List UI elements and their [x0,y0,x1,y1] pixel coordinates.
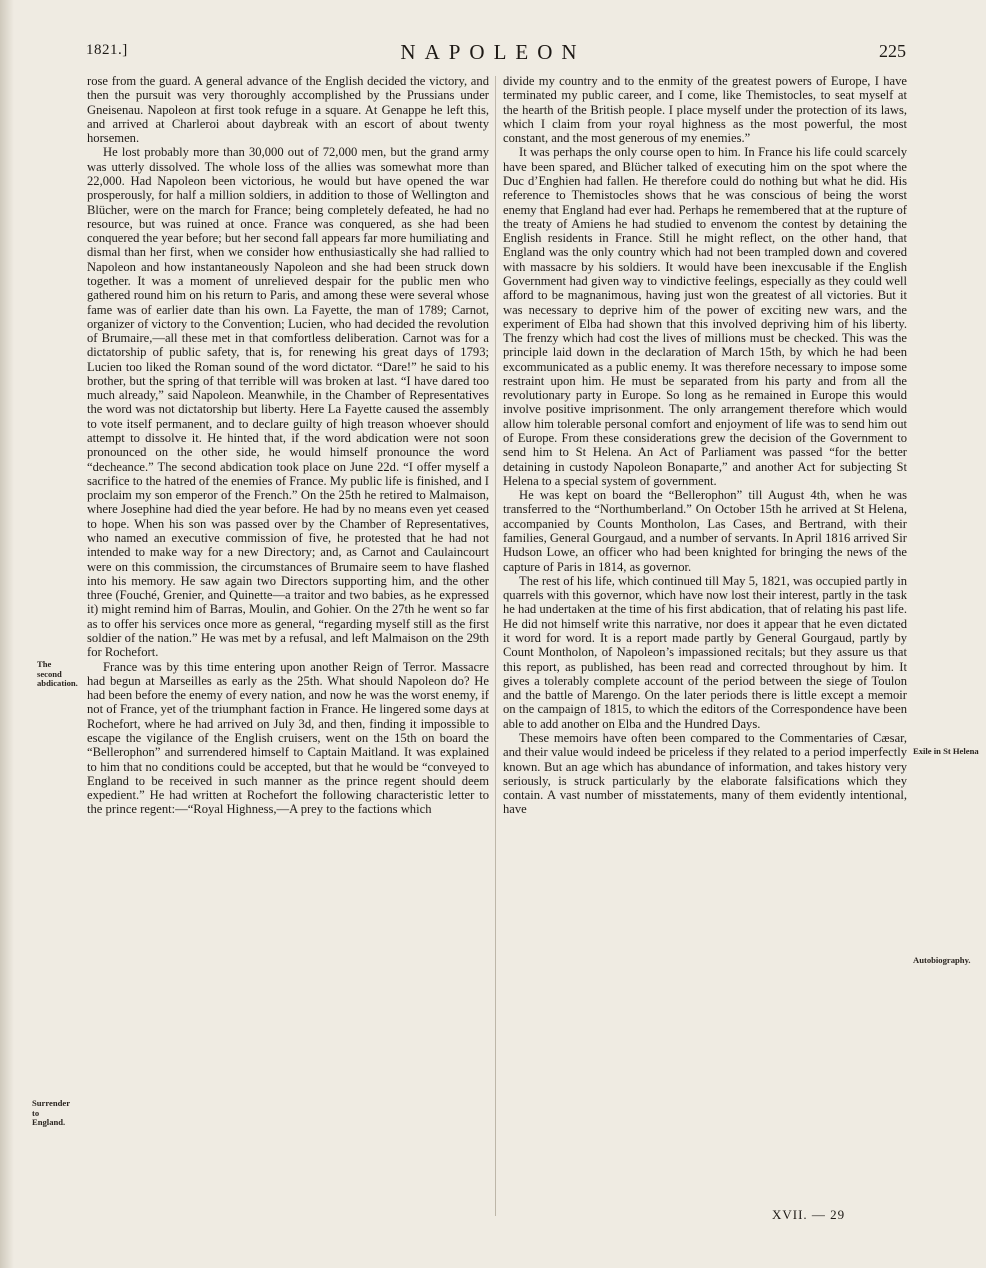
paragraph: He was kept on board the “Bellerophon” till August 4th, when he was transferred to the “Northumberland.” On October 15th he arrived at St Helena, accompanied by Counts Montholon, Las Cases, and Bertrand, with their families, General Gourgaud, and a number of servants. In April 1816 arrived Sir Hudson Lowe, an officer who had been knighted for bringing the news of the capture of Paris in 1814, as governor. [503,488,907,574]
margin-note-surrender: Surrender to England. [32,1098,70,1128]
paragraph: He lost probably more than 30,000 out of 72,000 men, but the grand army was utterly dissolved. The whole loss of the allies was somewhat more than 22,000. Had Napoleon been victorious, he would but have opened the war prosperously, for half a million soldiers, in addition to those of Wellington and Blücher, were on the march for France; being completely defeated, he had no resource, but was ruined at once. France was conquered, as she had been conquered the year before; but her second fall appears far more humiliating and dismal than her first, when we consider how enthusiastically she had rallied to Napoleon and how instantaneously Napoleon and she had been struck down together. It was a moment of unrelieved despair for the public men who gathered round him on his return to Paris, and among these were several whose fame was of earlier date than his own. La Fayette, the man of 1789; Carnot, organizer of victory to the Convention; Lucien, who had decided the revolution of Brumaire,—all these met in that comfortless deliberation. Carnot was for a dictatorship of public safety, that is, for renewing his great days of 1793; Lucien too liked the Roman sound of the word dictator. “Dare!” he said to his brother, but the spring of that terrible will was broken at last. “I have dared too much already,” said Napoleon. Meanwhile, in the Chamber of Representatives the word was not dictatorship but liberty. Here La Fayette caused the assembly to vote itself permanent, and to declare guilty of high treason whoever should attempt to dissolve it. He hinted that, if the word abdication were not soon pronounced on the other side, he would himself pronounce the word “decheance.” The second abdication took place on June 22d. “I offer myself a sacrifice to the hatred of the enemies of France. My public life is finished, and I proclaim my son emperor of the French.” On the 25th he retired to Malmaison, where Josephine had died the year before. He had by no means even yet ceased to hope. When his son was passed over by the Chamber of Representatives, who named an executive commission of five, he protested that he had not intended to make way for a new Directory; and, as Carnot and Caulaincourt were on this commission, the circumstances of Brumaire seem to have flashed into his memory. He saw again two Directors supporting him, and the other three (Fouché, Grenier, and Quinette—a traitor and two babies, as he expressed it) might remind him of Barras, Moulin, and Gohier. On the 27th he went so far as to offer his services once more as general, “regarding myself still as the first soldier of the nation.” He was met by a refusal, and left Malmaison on the 29th for Rochefort. [87,145,489,660]
page-edge-shadow [0,0,14,1268]
margin-note-abdication: The second abdication. [37,659,78,689]
paragraph: The rest of his life, which continued till May 5, 1821, was occupied partly in quarrels with this governor, which have now lost their interest, partly in the task he had undertaken at the time of his first abdication, that of relating his past life. He did not himself write this narrative, nor does it appear that he even dictated it word for word. It is a report made partly by General Gourgaud, partly by Count Montholon, of Napoleon’s impassioned recitals; but they assure us that this report, as published, has been read and corrected throughout by him. It gives a tolerably complete account of the period between the siege of Toulon and the battle of Marengo. On the later periods there is little except a memoir on the campaign of 1815, to which the editors of the Correspondence have been able to add another on Elba and the Hundred Days. [503,573,907,731]
page-number: 225 [879,41,906,61]
margin-note-exile: Exile in St Helena [913,746,979,756]
paragraph: These memoirs have often been compared to the Commentaries of Cæsar, and their value would indeed be priceless if they related to a period imperfectly known. But an age which has abundance of information, and takes history very seriously, is struck particularly by the elaborate falsifications which they contain. A vast number of misstatements, many of them evidently intentional, have [503,730,907,817]
page-header [0,40,986,68]
paragraph: divide my country and to the enmity of the greatest powers of Europe, I have terminated my public career, and I come, like Themistocles, to seat myself at the hearth of the British people. I place myself under the protection of its laws, which I claim from your royal highness as the most powerful, the most constant, and the most generous of my enemies.” [503,74,907,146]
running-title: NAPOLEON [400,40,586,64]
paragraph: France was by this time entering upon another Reign of Terror. Massacre had begun at Marseilles as early as the 25th. What should Napoleon do? He had been before the enemy of every nation, and now he was the worst enemy, if not of France, yet of the triumphant faction in France. He lingered some days at Rochefort, where he had arrived on July 3d, and then, finding it impossible to escape the vigilance of the English cruisers, went on the 15th on board the “Bellerophon” and surrendered himself to Captain Maitland. It was explained to him that no conditions could be accepted, but that he would be “conveyed to England to be received in such manner as the prince regent should deem expedient.” He had written at Rochefort the following characteristic letter to the prince regent:—“Royal Highness,—A prey to the factions which [87,659,489,817]
margin-note-autobiography: Autobiography. [913,955,971,965]
paragraph: It was perhaps the only course open to him. In France his life could scarcely have been spared, and Blücher talked of executing him on the spot where the Duc d’Enghien had fallen. He therefore could do nothing but what he did. His reference to Themistocles shows that he was conscious of being the worst enemy that England had ever had. Perhaps he remembered that at the rupture of the treaty of Amiens he had studied to envenom the contest by detaining the English residents in France. Still he might reflect, on the other hand, that England was the only country which had not been trampled down and covered with massacre by his soldiers. It would have been inexcusable if the English Government had given way to vindictive feelings, especially as they could well afford to be magnanimous, having just won the greatest of all victories. But it was necessary to deprive him of the power of exciting new wars, and the experiment of Elba had shown that this involved depriving him of his liberty. The frenzy which had cost the lives of millions must be checked. This was the principle laid down in the declaration of March 15th, by which he had been excommunicated as a public enemy. It was therefore necessary to impose some restraint upon him. He must be separated from his party and from all the revolutionary party in Europe. So long as he remained in Europe this would involve positive imprisonment. The only arrangement therefore which would allow him tolerable personal comfort and enjoyment of life was to send him out of Europe. From these considerations grew the decision of the Government to send him to St Helena. An Act of Parliament was passed “for the better detaining in custody Napoleon Bonaparte,” and another Act for subjecting St Helena to a special system of government. [503,145,907,488]
signature-mark: XVII. — 29 [772,1207,846,1222]
running-year: 1821.] [86,42,128,58]
right-column [503,74,907,817]
column-divider [495,76,496,1216]
paragraph: rose from the guard. A general advance of the English decided the victory, and then the pursuit was very thoroughly accomplished by the Prussians under Gneisenau. Napoleon at first took refuge in a square. At Genappe he left this, and arrived at Charleroi about daybreak with an escort of about twenty horsemen. [87,74,489,146]
left-column [87,74,489,817]
